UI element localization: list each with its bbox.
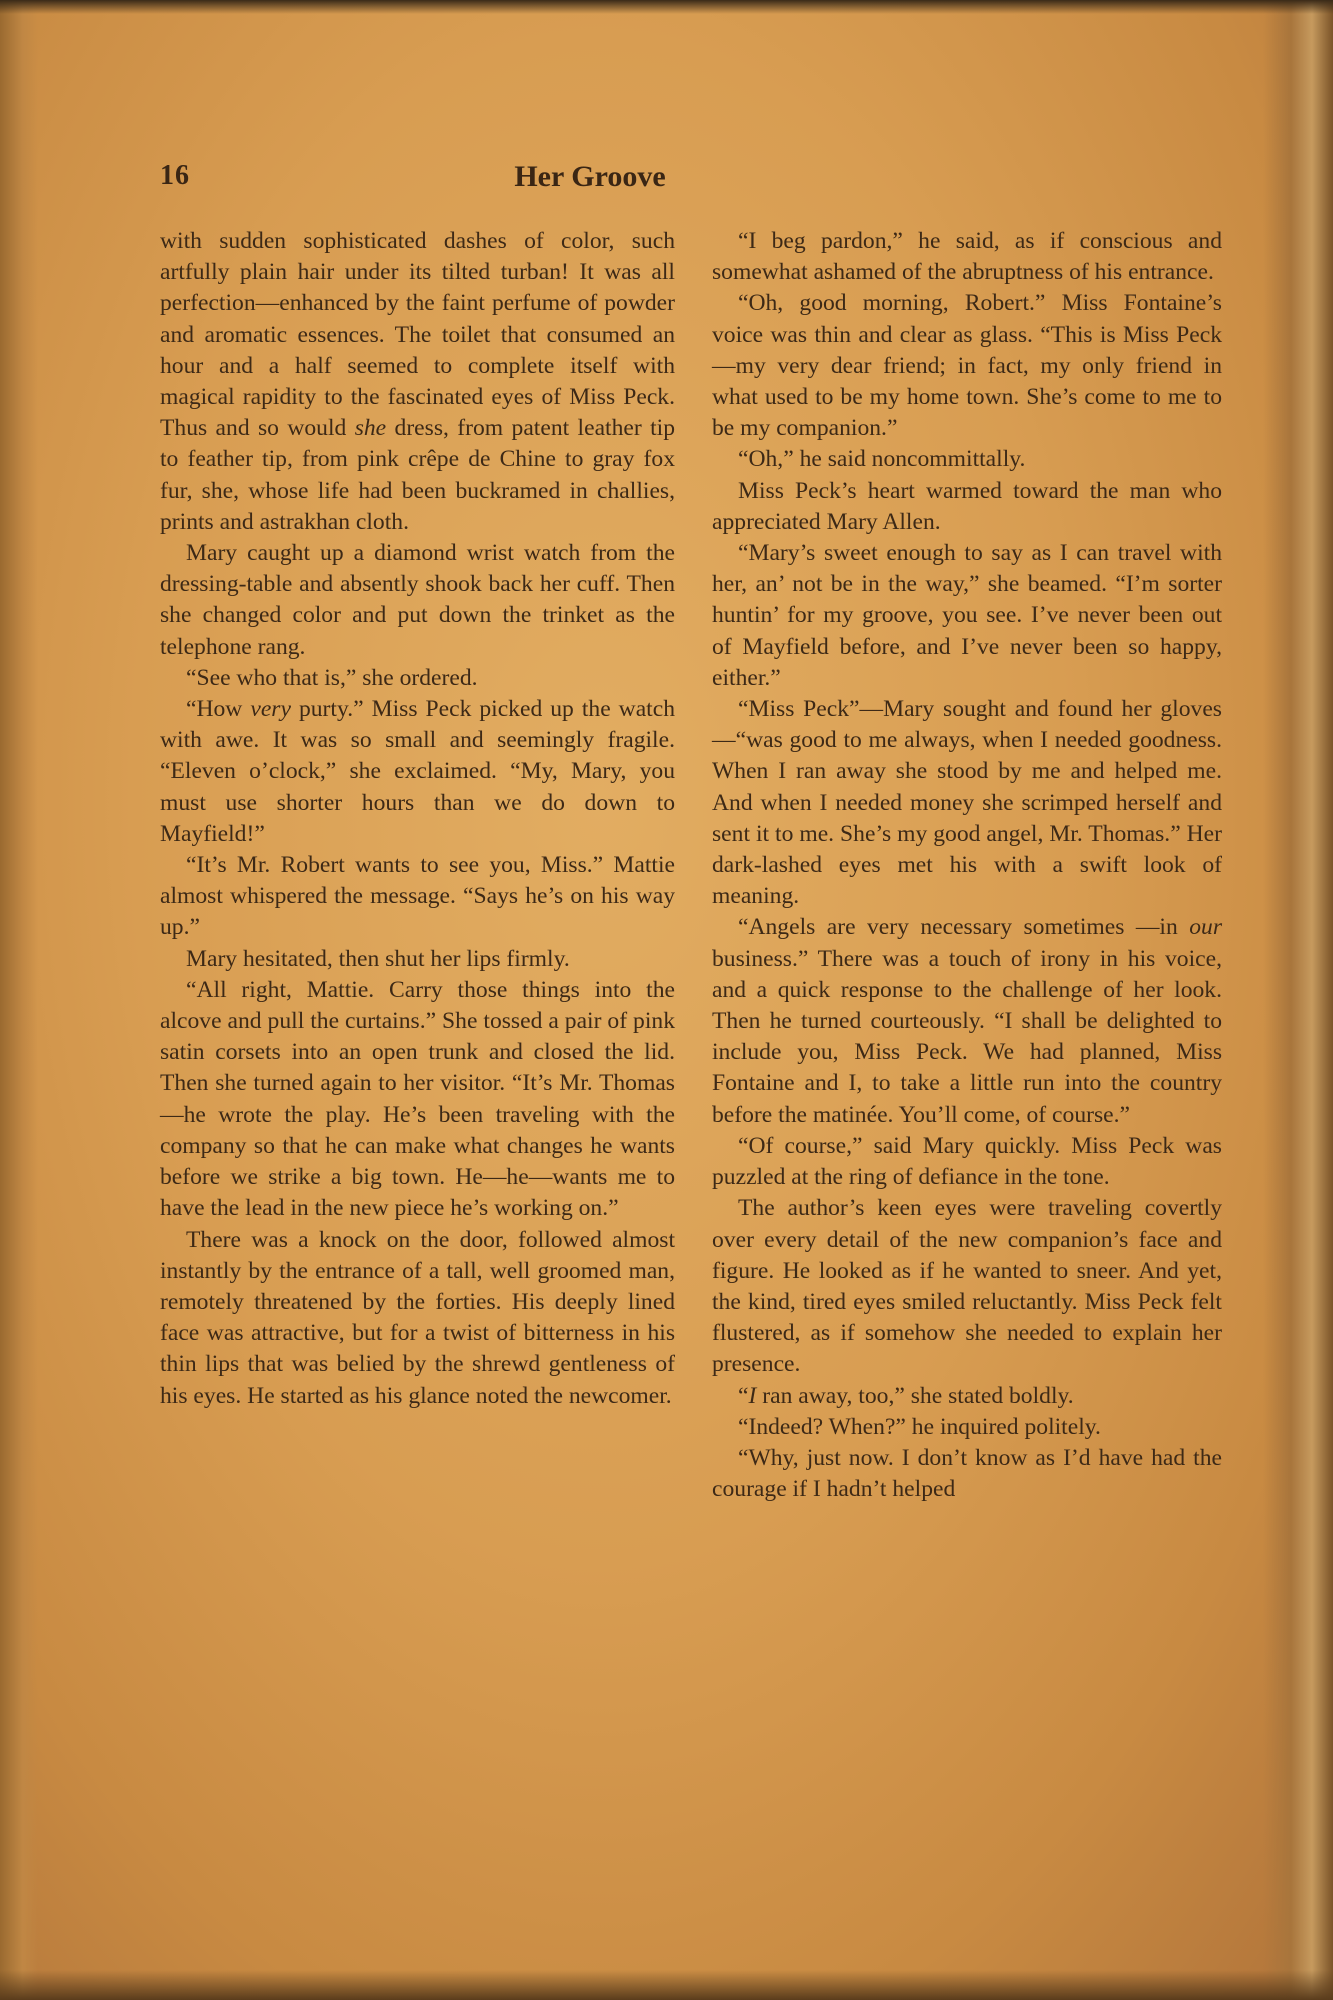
paragraph xyxy=(712,694,1222,912)
text-run: “Oh,” he said noncommittally. xyxy=(738,446,1026,473)
text-run: There was a knock on the door, followed almost instantly by the entrance of a tall, well groomed man, remotely threatened by the forties. His deeply lined face was attractive, but for a twist of bitterness in his thin lips that was belied by the shrewd gentleness of his eyes. He started as his glance noted the newcomer. xyxy=(160,1226,675,1409)
italic-text-run: our xyxy=(1189,914,1222,941)
paragraph xyxy=(160,975,675,1225)
text-run: “Oh, good morning, Robert.” Miss Fontaine’s voice was thin and clear as glass. “This is Miss Peck—my very dear friend; in fact, my only friend in what used to be my home town. She’s come to me to be my companion.” xyxy=(712,290,1222,442)
text-run: “It’s Mr. Robert wants to see you, Miss.” Mattie almost whispered the message. “Says he’s on his way up.” xyxy=(160,852,675,941)
italic-text-run: very xyxy=(250,696,291,723)
paragraph xyxy=(160,1225,675,1412)
text-run: Mary hesitated, then shut her lips firmly. xyxy=(186,945,570,972)
paragraph xyxy=(160,694,675,850)
text-run: dress, from patent leather tip to feather tip, from pink crêpe de Chine to gray fox fur, she, whose life had been buckramed in challies, prints and astrakhan cloth. xyxy=(160,415,675,535)
text-run: “See who that is,” she ordered. xyxy=(186,664,478,691)
paragraph xyxy=(712,538,1222,694)
paragraph xyxy=(712,1443,1222,1505)
paragraph xyxy=(712,1412,1222,1443)
page-header xyxy=(160,160,1255,200)
paragraph xyxy=(712,476,1222,538)
text-run: Miss Peck’s heart warmed toward the man who appreciated Mary Allen. xyxy=(712,477,1222,535)
page-right-edge-shadow xyxy=(1263,0,1333,2000)
italic-text-run: she xyxy=(354,415,387,442)
text-run: “Of course,” said Mary quickly. Miss Peck was puzzled at the ring of defiance in the tone. xyxy=(712,1132,1222,1191)
text-run: “Miss Peck”—Mary sought and found her gloves—“was good to me always, when I needed goodness. When I ran away she stood by me and helped me. And when I needed money she scrimped herself and sent it to me. She’s my good angel, Mr. Thomas.” Her dark-lashed eyes met his with a swift look of meaning. xyxy=(712,696,1222,910)
text-run: ran away, too,” she stated boldly. xyxy=(756,1382,1074,1409)
text-run: “All right, Mattie. Carry those things into the alcove and pull the curtains.” She tossed a pair of pink satin corsets into an open trunk and closed the lid. Then she turned again to her visitor. “It’s Mr. Thomas—he wrote the play. He’s been traveling with the company so that he can make what changes he wants before we strike a big town. He—he—wants me to have the lead in the new piece he’s working on.” xyxy=(160,976,675,1222)
paragraph xyxy=(712,288,1222,444)
text-run: “Mary’s sweet enough to say as I can travel with her, an’ not be in the way,” she beamed. “I’m sorter huntin’ for my groove, you see. I’ve never been out of Mayfield before, and I’ve never been so happy, either.” xyxy=(712,540,1222,691)
text-run: “Angels are very necessary sometimes —in xyxy=(738,914,1190,941)
paragraph xyxy=(160,226,675,538)
paragraph xyxy=(712,226,1222,288)
paragraph xyxy=(712,912,1222,1130)
text-run: with sudden sophisticated dashes of color, such artfully plain hair under its tilted turban! It was all perfection—enhanced by the faint perfume of powder and aromatic essences. The toilet that consumed an hour and a half seemed to complete itself with magical rapidity to the fascinated eyes of Miss Peck. Thus and so would xyxy=(160,228,675,442)
page-left-edge-shadow xyxy=(0,0,38,2000)
running-title: Her Groove xyxy=(514,160,666,193)
text-run: “How xyxy=(186,696,251,723)
page-number: 16 xyxy=(160,160,190,191)
paragraph xyxy=(712,1193,1222,1380)
right-text-column xyxy=(712,226,1222,1505)
text-run: The author’s keen eyes were traveling covertly over every detail of the new companion’s face and figure. He looked as if he wanted to sneer. And yet, the kind, tired eyes smiled reluctantly. Miss Peck felt flustered, as if somehow she needed to explain her presence. xyxy=(712,1195,1222,1378)
paragraph xyxy=(160,538,675,663)
paragraph xyxy=(160,850,675,944)
text-run: “I beg pardon,” he said, as if conscious and somewhat ashamed of the abruptness of his entrance. xyxy=(712,228,1222,286)
text-run: business.” There was a touch of irony in his voice, and a quick response to the challenge of her look. Then he turned courteously. “I shall be delighted to include you, Miss Peck. We had planned, Miss Fontaine and I, to take a little run into the country before the matinée. You’ll come, of course.” xyxy=(712,945,1222,1128)
page-bottom-edge-shadow xyxy=(0,1970,1333,2000)
paragraph xyxy=(712,444,1222,475)
text-run: “Indeed? When?” he inquired politely. xyxy=(738,1413,1101,1440)
text-run: “Why, just now. I don’t know as I’d have had the courage if I hadn’t helped xyxy=(712,1444,1222,1503)
paragraph xyxy=(712,1131,1222,1193)
italic-text-run: I xyxy=(748,1382,757,1409)
text-run: purty.” Miss Peck picked up the watch with awe. It was so small and seemingly fragile. “Eleven o’clock,” she exclaimed. “My, Mary, you must use shorter hours than we do down to Mayfield!” xyxy=(160,696,675,847)
paragraph xyxy=(160,663,675,694)
page-top-edge-shadow xyxy=(0,0,1333,14)
paragraph xyxy=(712,1381,1222,1412)
paragraph xyxy=(160,944,675,975)
left-text-column xyxy=(160,226,675,1412)
text-run: Mary caught up a diamond wrist watch from the dressing-table and absently shook back her cuff. Then she changed color and put down the trinket as the telephone rang. xyxy=(160,540,675,660)
text-run: “ xyxy=(738,1382,749,1409)
